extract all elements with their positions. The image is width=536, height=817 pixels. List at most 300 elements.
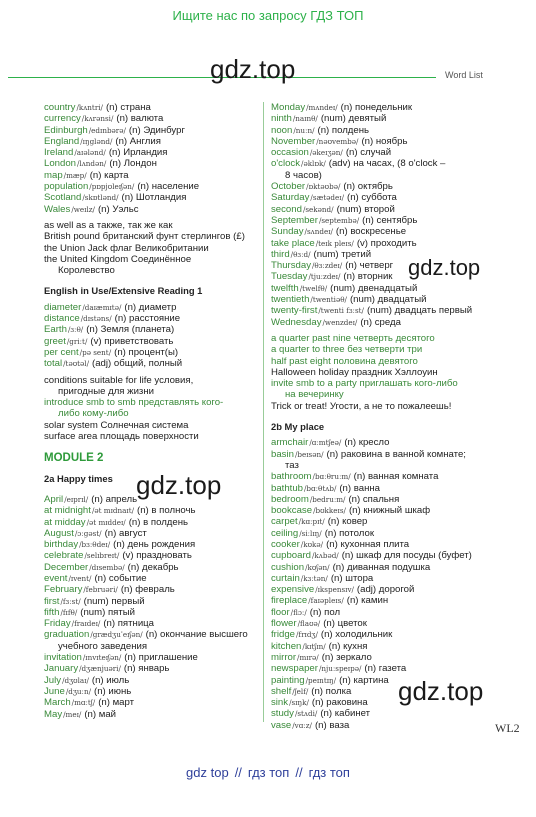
section-heading: 2b My place bbox=[271, 421, 325, 433]
entry-word: country bbox=[44, 102, 76, 113]
vocab-entry bbox=[44, 313, 262, 324]
entry-word: curtain bbox=[271, 572, 300, 584]
entry-translation: (n) население bbox=[137, 181, 200, 193]
entry-transcription: /dʒʊlaɪ/ bbox=[62, 675, 89, 685]
entry-translation: (n) камин bbox=[346, 595, 389, 607]
entry-transcription: /kʌbəd/ bbox=[312, 551, 339, 561]
entry-translation: (n) февраль bbox=[120, 584, 175, 596]
phrase-line: surface area площадь поверхности bbox=[44, 431, 199, 443]
phrase-line: на вечеринку bbox=[285, 389, 344, 401]
entry-word: fridge bbox=[271, 629, 295, 641]
entry-translation: (num) девятый bbox=[320, 113, 387, 125]
entry-translation: (n) пол bbox=[309, 606, 341, 618]
vocab-entry bbox=[44, 358, 262, 369]
entry-translation: (n) июль bbox=[91, 674, 130, 686]
running-header: Word List bbox=[445, 70, 483, 80]
vocab-entry bbox=[44, 302, 262, 313]
entry-transcription: /mɑːtʃ/ bbox=[71, 698, 96, 708]
entry-word: population bbox=[44, 181, 89, 193]
entry-translation: (adj) дорогой bbox=[356, 584, 415, 596]
entry-transcription: /ɒktəʊbə/ bbox=[306, 182, 341, 192]
entry-transcription: /kʌntri/ bbox=[76, 103, 103, 112]
vocab-entry bbox=[271, 652, 521, 663]
vocab-entry bbox=[271, 136, 521, 147]
entry-translation: (num) первый bbox=[83, 595, 145, 607]
banner-link[interactable]: гдз топ bbox=[247, 765, 290, 780]
entry-transcription: /twelfθ/ bbox=[299, 283, 328, 293]
entry-translation: (v) проходить bbox=[356, 237, 417, 249]
vocab-entry bbox=[44, 517, 262, 528]
vocab-entry bbox=[271, 607, 521, 618]
entry-word: December bbox=[44, 561, 89, 573]
vocab-entry bbox=[271, 494, 521, 505]
entry-transcription: /daɪæmɪtə/ bbox=[82, 302, 122, 312]
entry-translation: (n) Ирландия bbox=[108, 147, 168, 159]
vocab-entry bbox=[44, 596, 262, 607]
entry-transcription: /wenzdeɪ/ bbox=[322, 317, 358, 327]
entry-translation: (n) спальня bbox=[348, 493, 400, 505]
phrase-line: conditions suitable for life условия, bbox=[44, 374, 194, 386]
entry-translation: (n) диаметр bbox=[124, 301, 177, 313]
vocab-entry bbox=[44, 697, 262, 708]
vocab-entry bbox=[44, 181, 262, 192]
vocab-entry bbox=[271, 204, 521, 215]
entry-translation: (v) приветствовать bbox=[90, 335, 174, 347]
vocab-entry bbox=[271, 449, 521, 460]
entry-transcription: /eɪprɪl/ bbox=[64, 494, 89, 504]
entry-transcription: /fɜːst/ bbox=[60, 596, 81, 606]
banner-separator: // bbox=[295, 765, 303, 780]
entry-transcription: /fɪfθ/ bbox=[60, 607, 78, 617]
promo-banner-bottom[interactable] bbox=[0, 765, 536, 780]
vocab-entry bbox=[271, 675, 521, 686]
entry-word: floor bbox=[271, 606, 290, 618]
entry-translation: (n) понедельник bbox=[340, 102, 413, 113]
banner-link[interactable]: gdz top bbox=[186, 765, 229, 780]
entry-word: twenty-first bbox=[271, 305, 318, 317]
vocab-entry bbox=[44, 607, 262, 618]
entry-transcription: /ɪŋglənd/ bbox=[80, 136, 113, 146]
vocab-entry bbox=[271, 595, 521, 606]
entry-transcription: /sekənd/ bbox=[302, 204, 334, 214]
entry-translation: (n) в полдень bbox=[128, 516, 189, 528]
vocab-entry bbox=[271, 181, 521, 192]
entry-translation: (n) полдень bbox=[317, 124, 370, 136]
entry-transcription: /dʒænjuəri/ bbox=[79, 664, 121, 674]
spacer bbox=[44, 276, 262, 281]
entry-transcription: /bedruːm/ bbox=[309, 494, 346, 504]
page-number: WL2 bbox=[495, 721, 520, 735]
phrase-line: либо кому-либо bbox=[58, 408, 129, 420]
entry-transcription: /əkeɪʒən/ bbox=[309, 148, 343, 158]
entry-transcription: /lʌndən/ bbox=[77, 159, 107, 169]
entry-translation: (n) зеркало bbox=[321, 651, 372, 663]
phrase-line: Halloween holiday праздник Хэллоуин bbox=[271, 366, 438, 378]
entry-word: June bbox=[44, 685, 65, 697]
vocab-entry bbox=[44, 113, 262, 124]
entry-translation: (n) Уэльс bbox=[97, 203, 139, 215]
entry-transcription: /kʊkə/ bbox=[300, 539, 324, 549]
entry-transcription: /flɔː/ bbox=[290, 607, 307, 617]
entry-word: ceiling bbox=[271, 527, 299, 539]
entry-translation: (n) книжный шкаф bbox=[348, 505, 431, 517]
vocab-entry bbox=[271, 437, 521, 448]
entry-translation: (n) ванная комната bbox=[353, 471, 439, 483]
entry-transcription: /pɒpjʊleɪʃən/ bbox=[89, 182, 135, 192]
right-column bbox=[271, 102, 521, 731]
vocab-entry bbox=[271, 697, 521, 708]
entry-translation: (n) октябрь bbox=[343, 181, 393, 193]
vocab-entry bbox=[271, 294, 521, 305]
entry-word: March bbox=[44, 697, 71, 709]
entry-transcription: /θɜːd/ bbox=[290, 249, 311, 259]
entry-translation: (n) холодильник bbox=[320, 629, 393, 641]
entry-translation: (n) штора bbox=[330, 572, 374, 584]
entry-transcription: /bɑːθtʌb/ bbox=[304, 483, 337, 493]
entry-transcription: /kʌrənsi/ bbox=[81, 114, 114, 124]
entry-word: October bbox=[271, 181, 306, 193]
phrase-line: Trick or treat! Угости, а не то пожалеешь! bbox=[271, 400, 452, 412]
vocab-entry bbox=[44, 539, 262, 550]
phrase-line: 8 часов) bbox=[285, 169, 322, 181]
vocab-entry bbox=[271, 550, 521, 561]
entry-transcription: /bʊkkeɪs/ bbox=[313, 506, 346, 516]
entry-word: May bbox=[44, 708, 63, 720]
entry-word: England bbox=[44, 135, 80, 147]
watermark: gdz.top bbox=[398, 676, 484, 706]
vocab-entry bbox=[44, 528, 262, 539]
entry-transcription: /sætədeɪ/ bbox=[310, 193, 344, 203]
entry-translation: (n) раковина в ванной комнате; bbox=[326, 448, 466, 460]
entry-transcription: /bɑːθruːm/ bbox=[312, 472, 351, 482]
vocab-entry bbox=[44, 170, 262, 181]
entry-translation: (n) декабрь bbox=[127, 561, 179, 573]
entry-word: Wales bbox=[44, 203, 71, 215]
entry-transcription: /kɑːpɪt/ bbox=[298, 517, 325, 527]
vocab-entry bbox=[44, 663, 262, 674]
entry-translation: (num) двадцать первый bbox=[366, 305, 473, 317]
entry-transcription: /kɜːtən/ bbox=[300, 573, 328, 583]
entry-translation: (n) процент(ы) bbox=[114, 346, 179, 358]
entry-word: Wednesday bbox=[271, 316, 322, 328]
entry-word: Edinburgh bbox=[44, 124, 88, 136]
entry-translation: (n) газета bbox=[364, 663, 407, 675]
entry-transcription: /ɪvent/ bbox=[68, 573, 92, 583]
entry-transcription: /sʌndeɪ/ bbox=[304, 227, 333, 237]
entry-translation: (num) двенадцатый bbox=[330, 282, 418, 294]
entry-word: distance bbox=[44, 313, 80, 325]
entry-word: invitation bbox=[44, 652, 82, 664]
entry-translation: (num) двадцатый bbox=[349, 294, 427, 306]
entry-word: o'clock bbox=[271, 158, 301, 170]
entry-word: January bbox=[44, 663, 79, 675]
entry-word: take place bbox=[271, 237, 315, 249]
entry-transcription: /sɪŋk/ bbox=[289, 698, 309, 708]
entry-transcription: /njuːspeɪpə/ bbox=[318, 664, 362, 674]
entry-translation: (n) раковина bbox=[311, 697, 368, 709]
entry-word: Saturday bbox=[271, 192, 310, 204]
phrase-line: a quarter past nine четверть десятого bbox=[271, 332, 435, 344]
entry-transcription: /mʌndeɪ/ bbox=[306, 103, 338, 112]
vocab-entry bbox=[271, 584, 521, 595]
phrase-line: таз bbox=[285, 459, 299, 471]
entry-word: Monday bbox=[271, 102, 306, 113]
entry-word: sink bbox=[271, 697, 289, 709]
vocab-entry bbox=[271, 283, 521, 294]
vocab-entry bbox=[44, 324, 262, 335]
entry-word: Earth bbox=[44, 324, 67, 336]
vocab-entry bbox=[271, 238, 521, 249]
entry-translation: (n) воскресенье bbox=[335, 226, 407, 238]
vocab-entry bbox=[44, 675, 262, 686]
entry-transcription: /ʃelf/ bbox=[292, 686, 309, 696]
entry-word: flower bbox=[271, 618, 297, 630]
entry-translation: (n) июнь bbox=[94, 685, 132, 697]
vocab-entry bbox=[271, 147, 521, 158]
entry-word: basin bbox=[271, 448, 294, 460]
entry-word: armchair bbox=[271, 437, 309, 449]
vocab-entry bbox=[44, 709, 262, 720]
promo-banner-top[interactable]: Ищите нас по запросу ГДЗ ТОП bbox=[172, 8, 364, 23]
entry-transcription: /grædʒuˈeɪʃən/ bbox=[90, 630, 143, 640]
entry-transcription: /twenti fɜːst/ bbox=[318, 306, 364, 316]
vocab-entry bbox=[44, 204, 262, 215]
entry-translation: (n) случай bbox=[345, 147, 392, 159]
entry-translation: (n) январь bbox=[123, 663, 170, 675]
vocab-entry bbox=[271, 505, 521, 516]
entry-translation: (n) март bbox=[98, 697, 135, 709]
entry-transcription: /bɜːθdeɪ/ bbox=[79, 540, 111, 550]
entry-word: bathroom bbox=[271, 471, 312, 483]
entry-word: September bbox=[271, 214, 318, 226]
entry-translation: (n) пятница bbox=[103, 618, 155, 630]
entry-word: cushion bbox=[271, 561, 305, 573]
entry-transcription: /ət mɪddeɪ/ bbox=[86, 517, 126, 527]
entry-translation: (n) ноябрь bbox=[361, 135, 408, 147]
spacer bbox=[271, 412, 521, 417]
entry-word: bookcase bbox=[271, 505, 313, 517]
entry-transcription: /ɔːgəst/ bbox=[74, 528, 102, 538]
vocab-entry bbox=[271, 720, 521, 731]
vocab-entry bbox=[271, 528, 521, 539]
entry-word: Friday bbox=[44, 618, 71, 630]
vocab-entry bbox=[44, 102, 262, 113]
entry-word: graduation bbox=[44, 629, 90, 641]
vocab-entry bbox=[271, 192, 521, 203]
vocab-entry bbox=[44, 584, 262, 595]
entry-transcription: /dʒuːn/ bbox=[65, 686, 91, 696]
entry-transcription: /təʊtəl/ bbox=[63, 359, 90, 369]
vocab-entry bbox=[44, 136, 262, 147]
entry-word: bathtub bbox=[271, 482, 304, 494]
entry-translation: (n) цветок bbox=[323, 618, 367, 630]
entry-transcription: /fraɪdeɪ/ bbox=[71, 619, 101, 629]
entry-transcription: /ɜːθ/ bbox=[67, 325, 84, 335]
banner-link[interactable]: гдз топ bbox=[308, 765, 350, 780]
vocab-entry bbox=[271, 471, 521, 482]
entry-translation: (n) в полночь bbox=[137, 505, 196, 517]
entry-transcription: /mɪrə/ bbox=[297, 652, 319, 662]
entry-transcription: /faɪəpleɪs/ bbox=[308, 596, 344, 606]
entry-translation: (n) окончание высшего bbox=[145, 629, 248, 641]
entry-word: Sunday bbox=[271, 226, 304, 238]
entry-translation: (n) Лондон bbox=[109, 158, 157, 170]
vocab-entry bbox=[271, 215, 521, 226]
entry-word: diameter bbox=[44, 301, 82, 313]
vocab-entry bbox=[44, 192, 262, 203]
vocab-entry bbox=[44, 618, 262, 629]
entry-transcription: /θɜːzdeɪ/ bbox=[312, 261, 343, 271]
entry-transcription: /flaʊə/ bbox=[297, 619, 321, 629]
entry-word: London bbox=[44, 158, 77, 170]
entry-transcription: /peɪntɪŋ/ bbox=[305, 675, 337, 685]
vocab-entry bbox=[271, 271, 521, 282]
entry-transcription: /beɪsən/ bbox=[294, 449, 324, 459]
entry-translation: (n) потолок bbox=[324, 527, 375, 539]
entry-transcription: /nəʊvembə/ bbox=[316, 136, 359, 146]
vocab-entry bbox=[271, 641, 521, 652]
vocab-entry bbox=[44, 550, 262, 561]
entry-word: fifth bbox=[44, 606, 60, 618]
entry-translation: (n) карта bbox=[89, 169, 129, 181]
entry-translation: (n) Шотландия bbox=[121, 192, 187, 204]
entry-translation: (n) четверг bbox=[345, 260, 394, 272]
section-heading: English in Use/Extensive Reading 1 bbox=[44, 285, 203, 297]
phrase-line: the Union Jack флаг Великобритании bbox=[44, 242, 209, 254]
entry-transcription: /griːt/ bbox=[66, 336, 88, 346]
phrase-line: пригодные для жизни bbox=[58, 385, 154, 397]
entry-transcription: /vɑːz/ bbox=[292, 720, 312, 730]
entry-translation: (n) Англия bbox=[115, 135, 161, 147]
phrase-line: introduce smb to smb представлять кого- bbox=[44, 397, 224, 409]
entry-word: Tuesday bbox=[271, 271, 308, 283]
entry-translation: (n) валюта bbox=[116, 113, 164, 125]
entry-word: event bbox=[44, 572, 68, 584]
entry-transcription: /kɪtʃɪn/ bbox=[302, 641, 326, 651]
entry-word: mirror bbox=[271, 651, 297, 663]
entry-translation: (adv) на часах, (8 o'clock – bbox=[328, 158, 446, 170]
column-divider bbox=[263, 102, 264, 722]
vocab-entry bbox=[271, 249, 521, 260]
entry-transcription: /ɪnvɪteɪʃən/ bbox=[82, 653, 122, 663]
entry-transcription: /kʊʃən/ bbox=[305, 562, 330, 572]
entry-transcription: /aɪələnd/ bbox=[74, 148, 106, 158]
entry-translation: (n) ваза bbox=[314, 719, 350, 731]
entry-transcription: /əklɒk/ bbox=[301, 159, 326, 169]
vocab-entry bbox=[271, 483, 521, 494]
entry-word: carpet bbox=[271, 516, 298, 528]
vocab-entry bbox=[271, 226, 521, 237]
entry-transcription: /frɪdʒ/ bbox=[296, 630, 318, 640]
entry-transcription: /edɪnbərə/ bbox=[88, 125, 126, 135]
vocab-entry bbox=[271, 102, 521, 113]
entry-translation: (n) полка bbox=[311, 685, 352, 697]
entry-transcription: /weɪlz/ bbox=[71, 204, 95, 214]
entry-word: first bbox=[44, 595, 60, 607]
phrase-line: British pound британский фунт стерлингов (£) bbox=[44, 231, 245, 243]
vocab-entry bbox=[44, 629, 262, 640]
entry-translation: (n) ванна bbox=[339, 482, 381, 494]
vocab-entry bbox=[44, 336, 262, 347]
phrase-line: a quarter to three без четверти три bbox=[271, 344, 423, 356]
entry-translation: (n) расстояние bbox=[114, 313, 181, 325]
entry-translation: (n) Эдинбург bbox=[128, 124, 185, 136]
entry-translation: (n) апрель bbox=[91, 493, 138, 505]
entry-word: at midnight bbox=[44, 505, 91, 517]
phrase-line: half past eight половина девятого bbox=[271, 355, 418, 367]
phrase-line: invite smb to a party приглашать кого-либо bbox=[271, 378, 458, 390]
entry-word: newspaper bbox=[271, 663, 318, 675]
entry-transcription: /stʌdi/ bbox=[294, 709, 318, 719]
entry-word: expensive bbox=[271, 584, 315, 596]
entry-translation: (n) август bbox=[104, 527, 147, 539]
watermark: gdz.top bbox=[136, 470, 222, 500]
entry-transcription: /februəri/ bbox=[83, 585, 118, 595]
vocab-entry bbox=[271, 686, 521, 697]
entry-translation: (n) ковер bbox=[327, 516, 368, 528]
entry-word: greet bbox=[44, 335, 66, 347]
vocab-entry bbox=[44, 158, 262, 169]
entry-translation: (n) кабинет bbox=[320, 708, 371, 720]
entry-translation: (n) Земля (планета) bbox=[86, 324, 175, 336]
entry-transcription: /skɒtlənd/ bbox=[82, 193, 119, 203]
entry-word: ninth bbox=[271, 113, 292, 125]
entry-translation: (n) день рождения bbox=[113, 539, 196, 551]
entry-translation: (n) май bbox=[84, 708, 117, 720]
entry-word: second bbox=[271, 203, 302, 215]
entry-translation: (v) праздновать bbox=[122, 550, 192, 562]
entry-translation: (num) второй bbox=[336, 203, 395, 215]
entry-word: bedroom bbox=[271, 493, 309, 505]
entry-translation: (n) среда bbox=[360, 316, 401, 328]
entry-word: cooker bbox=[271, 538, 300, 550]
watermark: gdz.top bbox=[210, 54, 296, 84]
entry-transcription: /siːlɪŋ/ bbox=[299, 528, 322, 538]
entry-word: April bbox=[44, 493, 64, 505]
vocab-entry bbox=[271, 158, 521, 169]
left-column bbox=[44, 102, 262, 720]
entry-translation: (n) страна bbox=[105, 102, 151, 113]
entry-transcription: /twentiəθ/ bbox=[310, 295, 347, 305]
entry-word: total bbox=[44, 358, 63, 370]
vocab-entry bbox=[271, 113, 521, 124]
vocab-entry bbox=[44, 347, 262, 358]
vocab-entry bbox=[271, 260, 521, 271]
entry-translation: (n) суббота bbox=[347, 192, 397, 204]
entry-word: twentieth bbox=[271, 294, 310, 306]
vocab-entry bbox=[271, 125, 521, 136]
entry-word: noon bbox=[271, 124, 293, 136]
entry-transcription: /ɑːmtʃeə/ bbox=[309, 438, 342, 448]
vocab-entry bbox=[271, 305, 521, 316]
entry-transcription: /ət mɪdnaɪt/ bbox=[91, 506, 135, 516]
vocab-entry bbox=[271, 539, 521, 550]
vocab-entry bbox=[271, 618, 521, 629]
entry-word: third bbox=[271, 248, 290, 260]
entry-word: occasion bbox=[271, 147, 309, 159]
entry-transcription: /naɪnθ/ bbox=[292, 114, 318, 124]
entry-word: birthday bbox=[44, 539, 79, 551]
entry-translation: (n) кресло bbox=[344, 437, 390, 449]
entry-word: August bbox=[44, 527, 74, 539]
entry-word: kitchen bbox=[271, 640, 302, 652]
vocab-entry bbox=[271, 516, 521, 527]
entry-transcription: /selɪbreɪt/ bbox=[84, 551, 120, 561]
entry-word: July bbox=[44, 674, 62, 686]
entry-transcription: /meɪ/ bbox=[63, 709, 82, 719]
phrase-line: учебного заведения bbox=[58, 640, 148, 652]
vocab-entry bbox=[271, 573, 521, 584]
